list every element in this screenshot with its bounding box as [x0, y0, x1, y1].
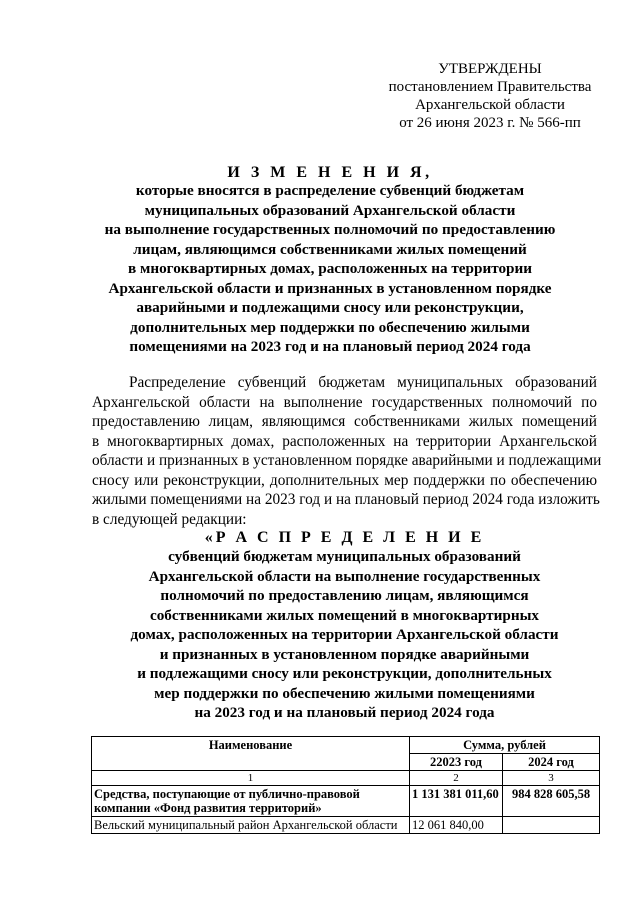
changes-line: аварийными и подлежащими сносу или реконструкции, [136, 299, 524, 316]
body-line: в многоквартирных домах, расположенных на территории Архангельской [92, 432, 597, 450]
subventions-table [91, 736, 600, 834]
changes-subtitle [80, 181, 580, 357]
approval-region: Архангельской области [415, 97, 565, 113]
changes-line: в многоквартирных домах, расположенных на территории [127, 260, 532, 277]
body-line: Распределение субвенций бюджетам муниципальных образований [129, 374, 597, 391]
distribution-line: и подлежащими сносу или реконструкции, дополнительных [137, 665, 552, 682]
approval-title: УТВЕРЖДЕНЫ [438, 61, 542, 77]
table-row [92, 817, 600, 834]
changes-line: которые вносятся в распределение субвенций бюджетам [135, 182, 525, 199]
column-number: 2 [410, 771, 503, 786]
changes-line: дополнительных мер поддержки по обеспечению жилыми [130, 318, 530, 336]
body-line: в следующей редакции: [92, 510, 247, 528]
row-value-2024 [503, 817, 600, 834]
row-name [92, 786, 410, 817]
header-2024: 2024 год [503, 754, 600, 771]
distribution-line: мер поддержки по обеспечению жилыми помещениями [154, 684, 535, 702]
changes-line: Архангельской области и признанных в установленном порядке [108, 279, 552, 297]
approval-date: от 26 июня 2023 г. № 566-пп [399, 115, 581, 131]
row-name: Вельский муниципальный район Архангельской области [92, 817, 410, 834]
changes-line: муниципальных образований Архангельской области [144, 201, 516, 219]
row-name-line: компании «Фонд развития территорий» [94, 801, 322, 815]
changes-line: помещениями на 2023 год и на плановый период 2024 года [129, 338, 531, 355]
column-numbers-row [92, 771, 600, 786]
changes-line: на выполнение государственных полномочий по предоставлению [104, 221, 556, 238]
body-line: Архангельской области на выполнение государственных полномочий по [92, 393, 597, 411]
body-line: сносу или реконструкции, дополнительных мер поддержки по обеспечению [92, 471, 597, 489]
distribution-line: субвенций бюджетам муниципальных образований [168, 548, 521, 565]
distribution-line: полномочий по предоставлению лицам, являющимся [160, 587, 529, 604]
header-name: Наименование [92, 737, 410, 771]
column-number: 1 [92, 771, 410, 786]
distribution-heading: «Р А С П Р Е Д Е Л Е Н И Е [204, 529, 485, 546]
changes-line: лицам, являющимся собственниками жилых помещений [133, 240, 527, 258]
body-line: области и признанных в установленном порядке аварийными и подлежащими [92, 452, 602, 469]
body-line: предоставлению лицам, являющимся собственниками жилых помещений [92, 413, 597, 430]
distribution-line: и признанных в установленном порядке аварийными [159, 645, 530, 663]
column-number: 3 [503, 771, 600, 786]
approval-stamp [380, 60, 600, 132]
distribution-line: на 2023 год и на плановый период 2024 года [194, 704, 495, 721]
table-row [92, 786, 600, 817]
row-value-2023: 1 131 381 011,60 [410, 786, 503, 817]
header-2023: 22023 год [410, 754, 503, 771]
body-line: жилыми помещениями на 2023 год и на плановый период 2024 года изложить [92, 491, 600, 508]
row-name-line: Средства, поступающие от публично-правовой [94, 787, 360, 801]
row-value-2024: 984 828 605,58 [503, 786, 600, 817]
distribution-line: Архангельской области на выполнение государственных [148, 567, 541, 585]
body-paragraph [92, 373, 602, 529]
approval-by: постановлением Правительства [388, 79, 592, 95]
distribution-subtitle [92, 547, 597, 723]
header-sum: Сумма, рублей [410, 737, 600, 754]
changes-heading: И З М Е Н Е Н И Я, [227, 164, 433, 181]
distribution-line: домах, расположенных на территории Архангельской области [130, 626, 559, 643]
distribution-line: собственниками жилых помещений в многоквартирных [149, 606, 540, 624]
row-value-2023: 12 061 840,00 [410, 817, 503, 834]
